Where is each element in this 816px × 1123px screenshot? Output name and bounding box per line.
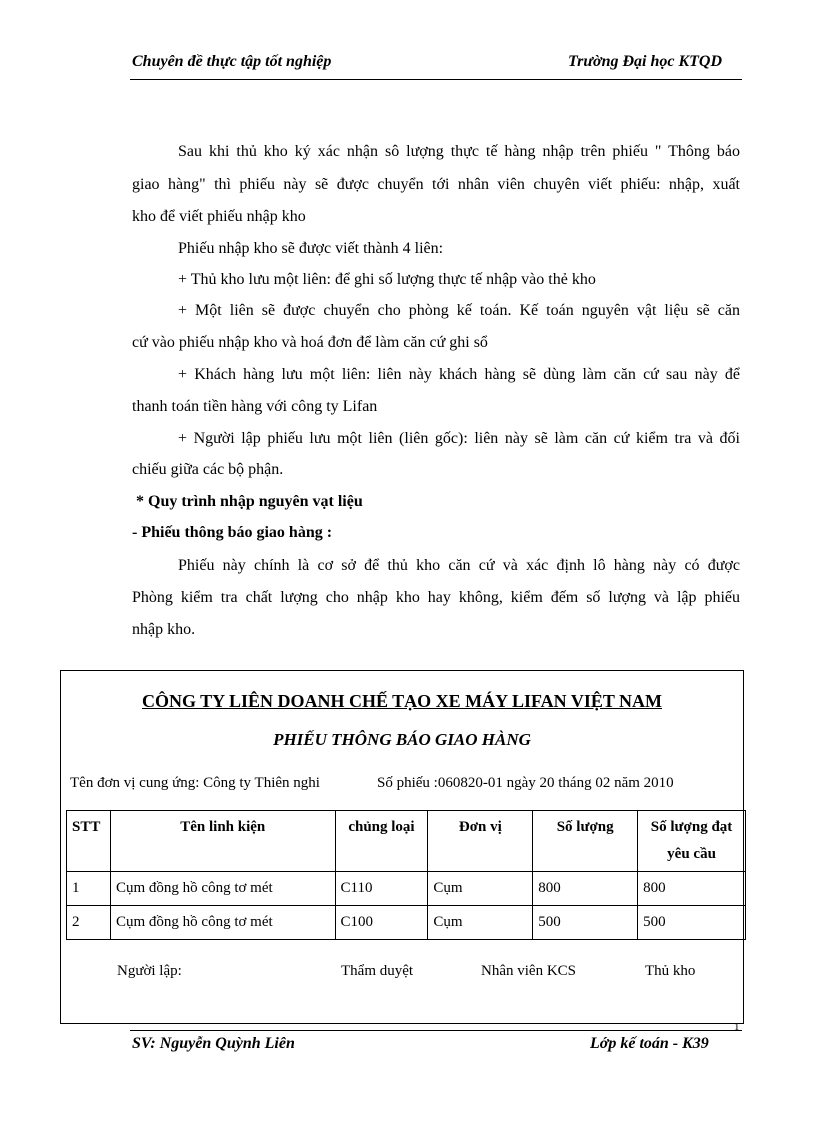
para1-line3: kho để viết phiếu nhập kho — [132, 208, 306, 225]
header-right: Trường Đại học KTQD — [568, 53, 723, 70]
table-row — [67, 872, 746, 906]
cell-don-vi: Cụm — [428, 872, 533, 906]
col-so-luong-dat: Số lượng đạt yêu cầu — [638, 811, 746, 872]
cell-so-luong: 800 — [533, 872, 638, 906]
col-so-luong: Số lượng — [533, 811, 638, 872]
cell-chung-loai: C110 — [335, 872, 428, 906]
col-ten-linh-kien: Tên linh kiện — [110, 811, 335, 872]
para6-line1: + Người lập phiếu lưu một liên (liên gốc): liên này sẽ làm căn cứ kiểm tra và đối — [178, 430, 740, 447]
para5-line2: thanh toán tiền hàng với công ty Lifan — [132, 398, 378, 415]
para7-line2: Phòng kiểm tra chất lượng cho nhập kho hay không, kiểm đếm số lượng và lập phiếu — [132, 589, 740, 606]
table-row — [67, 906, 746, 940]
para2: Phiếu nhập kho sẽ được viết thành 4 liên: — [178, 240, 444, 257]
para1-line1: Sau khi thủ kho ký xác nhận sô lượng thực tế hàng nhập trên phiếu " Thông báo — [178, 143, 740, 160]
para7-line1: Phiếu này chính là cơ sở để thủ kho căn cứ và xác định lô hàng này có được — [178, 557, 740, 574]
col-chung-loai: chủng loại — [335, 811, 428, 872]
page-number: 1 — [734, 1021, 740, 1033]
company-name: CÔNG TY LIÊN DOANH CHẾ TẠO XE MÁY LIFAN VIỆT NAM — [141, 691, 663, 711]
col-don-vi: Đơn vị — [428, 811, 533, 872]
items-table — [66, 810, 746, 940]
para7-line3: nhập kho. — [132, 621, 196, 638]
footer-left: SV: Nguyễn Quỳnh Liên — [132, 1035, 295, 1052]
header-left: Chuyên đề thực tập tốt nghiệp — [132, 53, 332, 70]
signature-thu-kho: Thủ kho — [645, 963, 696, 979]
supplier-line: Tên đơn vị cung ứng: Công ty Thiên nghi — [70, 775, 320, 791]
cell-chung-loai: C100 — [335, 906, 428, 940]
para3: + Thủ kho lưu một liên: để ghi số lượng thực tế nhập vào thẻ kho — [178, 271, 596, 288]
signature-nguoi-lap: Người lập: — [117, 963, 182, 979]
cell-don-vi: Cụm — [428, 906, 533, 940]
cell-stt: 1 — [67, 872, 111, 906]
para5-line1: + Khách hàng lưu một liên: liên này khách hàng sẽ dùng làm căn cứ sau này để — [178, 366, 740, 383]
heading-phieu-thong-bao: - Phiếu thông báo giao hàng : — [132, 524, 333, 541]
cell-so-luong: 500 — [533, 906, 638, 940]
para1-line2: giao hàng" thì phiếu này sẽ được chuyển tới nhân viên chuyên viết phiếu: nhập, xuất — [132, 176, 740, 193]
voucher-line: Số phiếu :060820-01 ngày 20 tháng 02 năm 2010 — [377, 775, 674, 791]
heading-quy-trinh: * Quy trình nhập nguyên vạt liệu — [136, 493, 363, 510]
cell-stt: 2 — [67, 906, 111, 940]
para4-line1: + Một liên sẽ được chuyển cho phòng kế toán. Kế toán nguyên vật liệu sẽ căn — [178, 302, 740, 319]
footer-rule — [130, 1030, 742, 1031]
cell-so-luong-dat: 800 — [638, 872, 746, 906]
cell-ten-linh-kien: Cụm đồng hồ công tơ mét — [110, 906, 335, 940]
para6-line2: chiếu giữa các bộ phận. — [132, 461, 284, 478]
signature-nhan-vien-kcs: Nhân viên KCS — [481, 963, 576, 979]
form-title: PHIẾU THÔNG BÁO GIAO HÀNG — [273, 730, 531, 749]
table-header-row — [67, 811, 746, 872]
header-rule — [130, 79, 742, 80]
cell-ten-linh-kien: Cụm đồng hồ công tơ mét — [110, 872, 335, 906]
signature-tham-duyet: Thẩm duyệt — [341, 963, 414, 979]
col-stt: STT — [67, 811, 111, 872]
cell-so-luong-dat: 500 — [638, 906, 746, 940]
footer-right: Lớp kế toán - K39 — [590, 1035, 709, 1052]
para4-line2: cứ vào phiếu nhập kho và hoá đơn để làm căn cứ ghi sổ — [132, 334, 488, 351]
